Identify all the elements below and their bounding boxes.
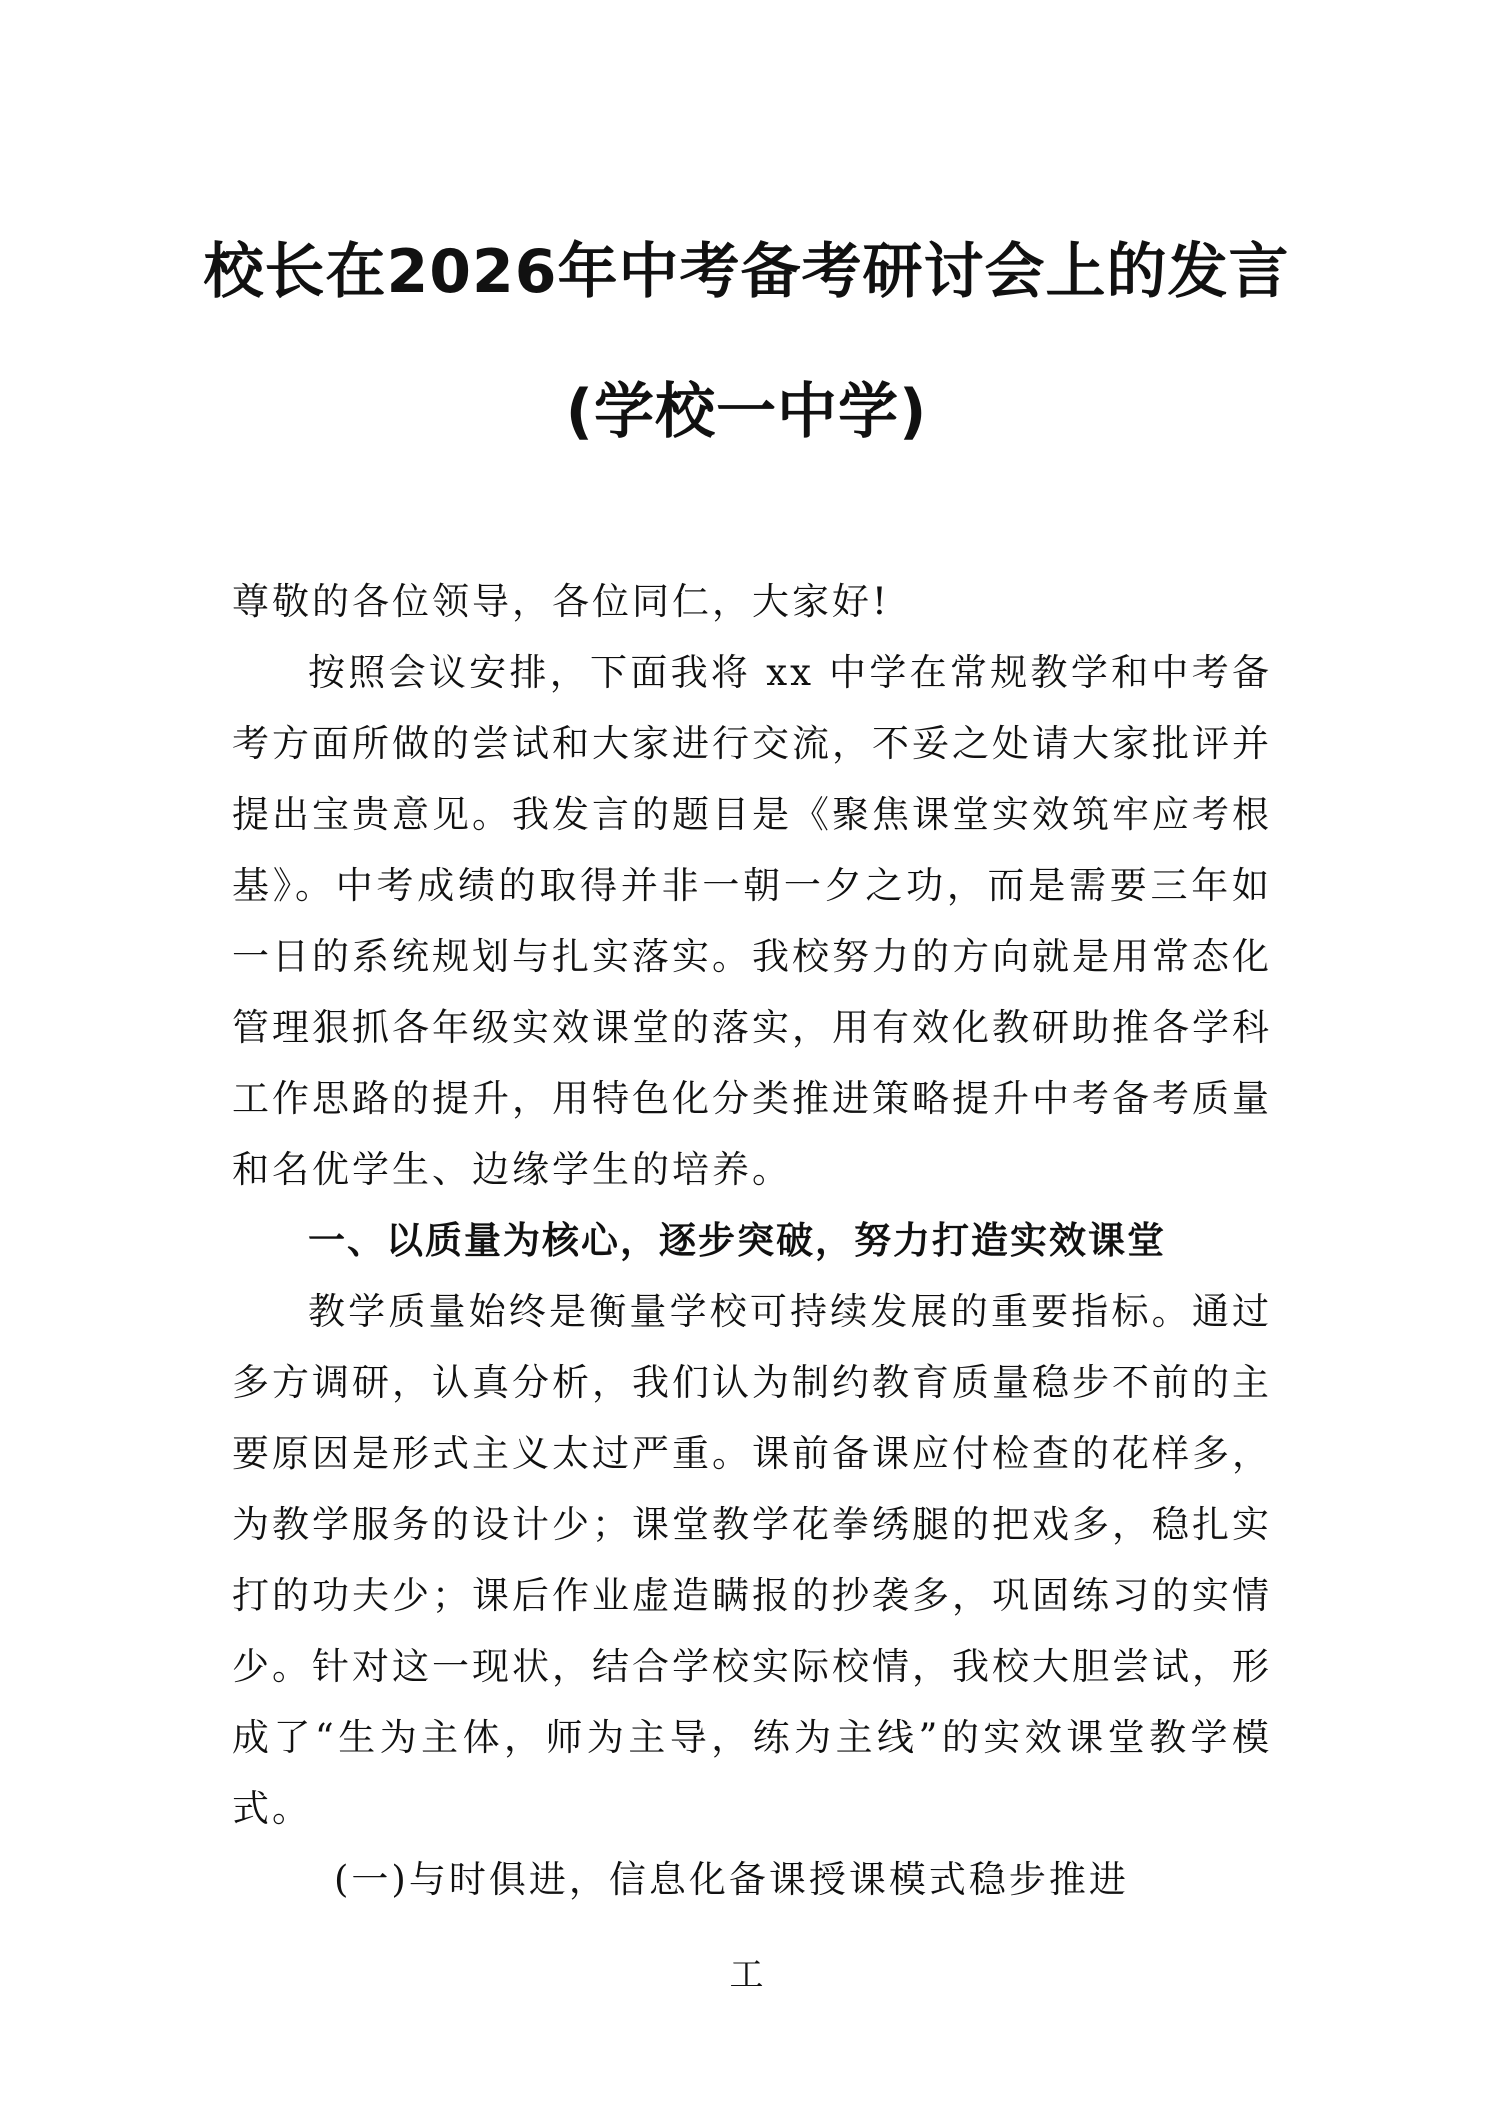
subsection-heading-1: (一)与时俱进，信息化备课授课模式稳步推进 xyxy=(334,1858,1129,1901)
document-subtitle: (学校一中学) xyxy=(565,377,928,447)
greeting-paragraph: 尊敬的各位领导，各位同仁，大家好! xyxy=(232,580,890,623)
section-1-paragraph: 教学质量始终是衡量学校可持续发展的重要指标。通过多方调研，认真分析，我们认为制约教育质量稳步不前的主要原因是形式主义太过严重。课前备课应付检查的花样多，为教学服务的设计少；课堂教学花拳绣腿的把戏多，稳扎实打的功夫少；课后作业虚造瞒报的抄袭多，巩固练习的实情少。针对这一现状，结合学校实际校情，我校大胆尝试，形成了“生为主体，师为主导，练为主线”的实效课堂教学模式。 xyxy=(232,1290,1272,1830)
document-title: 校长在2026年中考备考研讨会上的发言 xyxy=(203,237,1290,307)
intro-paragraph: 按照会议安排，下面我将 xx 中学在常规教学和中考备考方面所做的尝试和大家进行交流，不妥之处请大家批评并提出宝贵意见。我发言的题目是《聚焦课堂实效筑牢应考根基》。中考成绩的取得并非一朝一夕之功，而是需要三年如一日的系统规划与扎实落实。我校努力的方向就是用常态化管理狠抓各年级实效课堂的落实，用有效化教研助推各学科工作思路的提升，用特色化分类推进策略提升中考备考质量和名优学生、边缘学生的培养。 xyxy=(232,651,1272,1191)
document-body xyxy=(232,566,1272,1915)
page-number: 工 xyxy=(729,1955,764,1995)
section-heading-1: 一、以质量为核心，逐步突破，努力打造实效课堂 xyxy=(308,1219,1166,1262)
